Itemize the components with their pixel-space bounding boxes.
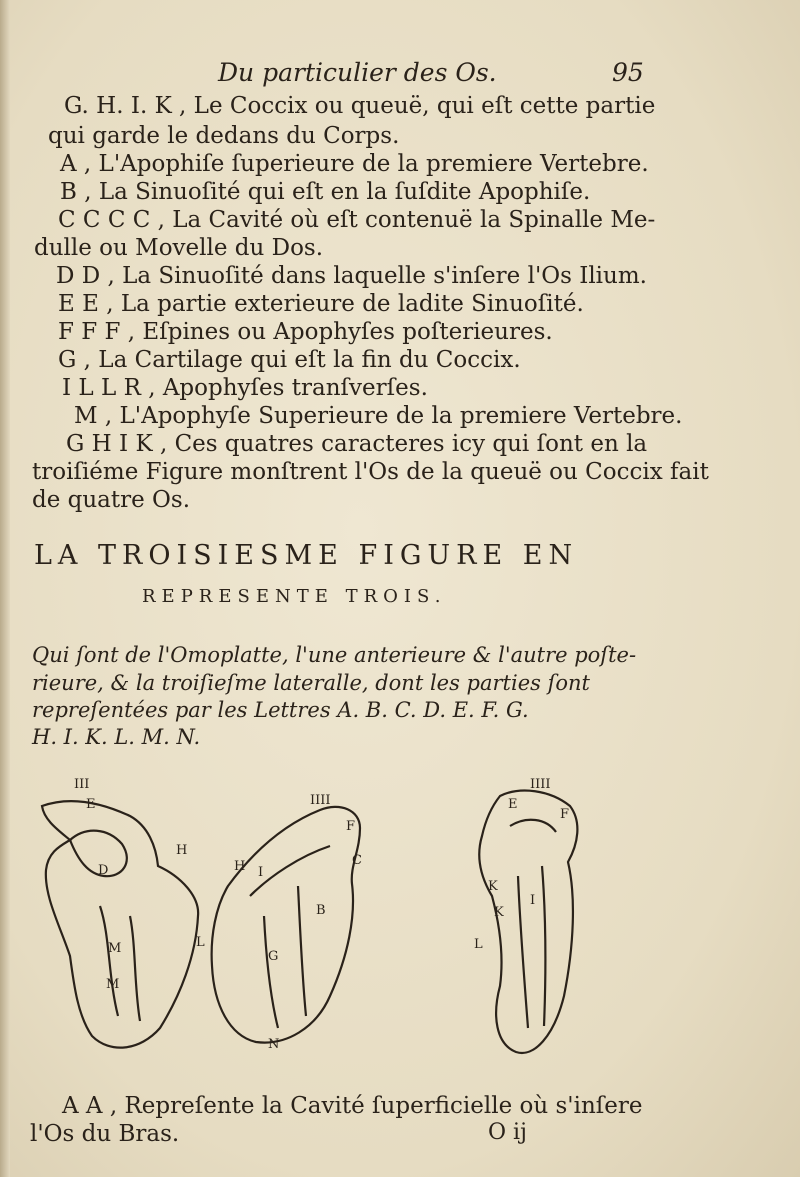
legend-line: D D , La Sinuoſité dans laquelle s'inſere l'Os Ilium.	[56, 263, 647, 289]
figure-letter: N	[268, 1037, 280, 1052]
running-header: Du particulier des Os.	[218, 58, 497, 87]
figure-letter: I	[258, 865, 264, 880]
caption-line: Qui ſont de l'Omoplatte, l'une anterieure & l'autre poſte-	[32, 643, 637, 667]
figure-letter: L	[474, 937, 483, 952]
legend-line: I L L R , Apophyſes tranſverſes.	[62, 375, 428, 401]
figure-letter: H	[176, 843, 188, 858]
figure-letter: E	[508, 797, 518, 812]
page-gutter-shadow	[0, 0, 10, 1177]
figure1-number: III	[74, 777, 90, 792]
legend-line: G. H. I. K , Le Coccix ou queuë, qui eſt cette partie	[64, 93, 656, 119]
scapula-woodcut-figure	[30, 766, 630, 1066]
figure-letter: B	[316, 903, 326, 918]
figure-letter: H	[234, 859, 246, 874]
legend-line: A , L'Apophiſe ſuperieure de la premiere Vertebre.	[60, 151, 649, 177]
legend-line: B , La Sinuoſité qui eſt en la ſuſdite Apophiſe.	[60, 179, 591, 205]
bottom-legend-line: A A , Repreſente la Cavité ſuperficielle où s'inſere	[62, 1093, 643, 1119]
legend-line: M , L'Apophyſe Superieure de la premiere Vertebre.	[74, 403, 683, 429]
legend-line: G , La Cartilage qui eſt la fin du Coccix.	[58, 347, 521, 373]
figure-letter: K	[488, 879, 498, 894]
figure-letter: M	[108, 941, 122, 956]
figure2-number: IIII	[310, 793, 331, 808]
section-heading: LA TROISIESME FIGURE EN	[34, 540, 579, 571]
bottom-legend-line: l'Os du Bras.	[30, 1121, 180, 1147]
legend-line: de quatre Os.	[32, 487, 191, 513]
figure-letter: K	[494, 905, 504, 920]
figure-letter: F	[560, 807, 570, 822]
scapula-lateral-shape	[479, 791, 577, 1053]
figure3-number: IIII	[530, 777, 551, 792]
figure-letter: M	[106, 977, 120, 992]
figure-letter: E	[86, 797, 96, 812]
legend-line: qui garde le dedans du Corps.	[48, 123, 400, 149]
scapula-posterior-shape	[212, 807, 360, 1043]
legend-line: E E , La partie exterieure de ladite Sinuoſité.	[58, 291, 584, 317]
legend-line: C C C C , La Cavité où eſt contenuë la Spinalle Me-	[58, 207, 656, 233]
figure-letter: C	[352, 853, 362, 868]
legend-line: troiſiéme Figure monſtrent l'Os de la queuë ou Coccix fait	[32, 459, 709, 485]
figure-letter: F	[346, 819, 356, 834]
caption-line: H. I. K. L. M. N.	[32, 725, 201, 749]
figure-letter: D	[98, 863, 109, 878]
legend-line: F F F , Eſpines ou Apophyſes poſterieures.	[58, 319, 553, 345]
figure-letter: G	[268, 949, 279, 964]
signature-mark: O ij	[488, 1120, 527, 1145]
legend-line: dulle ou Movelle du Dos.	[34, 235, 324, 261]
figure-letter: L	[196, 935, 205, 950]
scapula-illustration	[30, 766, 630, 1066]
caption-line: repreſentées par les Lettres A. B. C. D. E. F. G.	[32, 698, 529, 722]
figure-letter: I	[530, 893, 536, 908]
scapula-anterior-shape	[42, 801, 198, 1048]
page-number: 95	[612, 58, 644, 87]
caption-line: rieure, & la troiſieſme lateralle, dont les parties ſont	[32, 671, 590, 695]
legend-line: G H I K , Ces quatres caracteres icy qui ſont en la	[66, 431, 648, 457]
section-subheading: REPRESENTE TROIS.	[142, 586, 447, 607]
